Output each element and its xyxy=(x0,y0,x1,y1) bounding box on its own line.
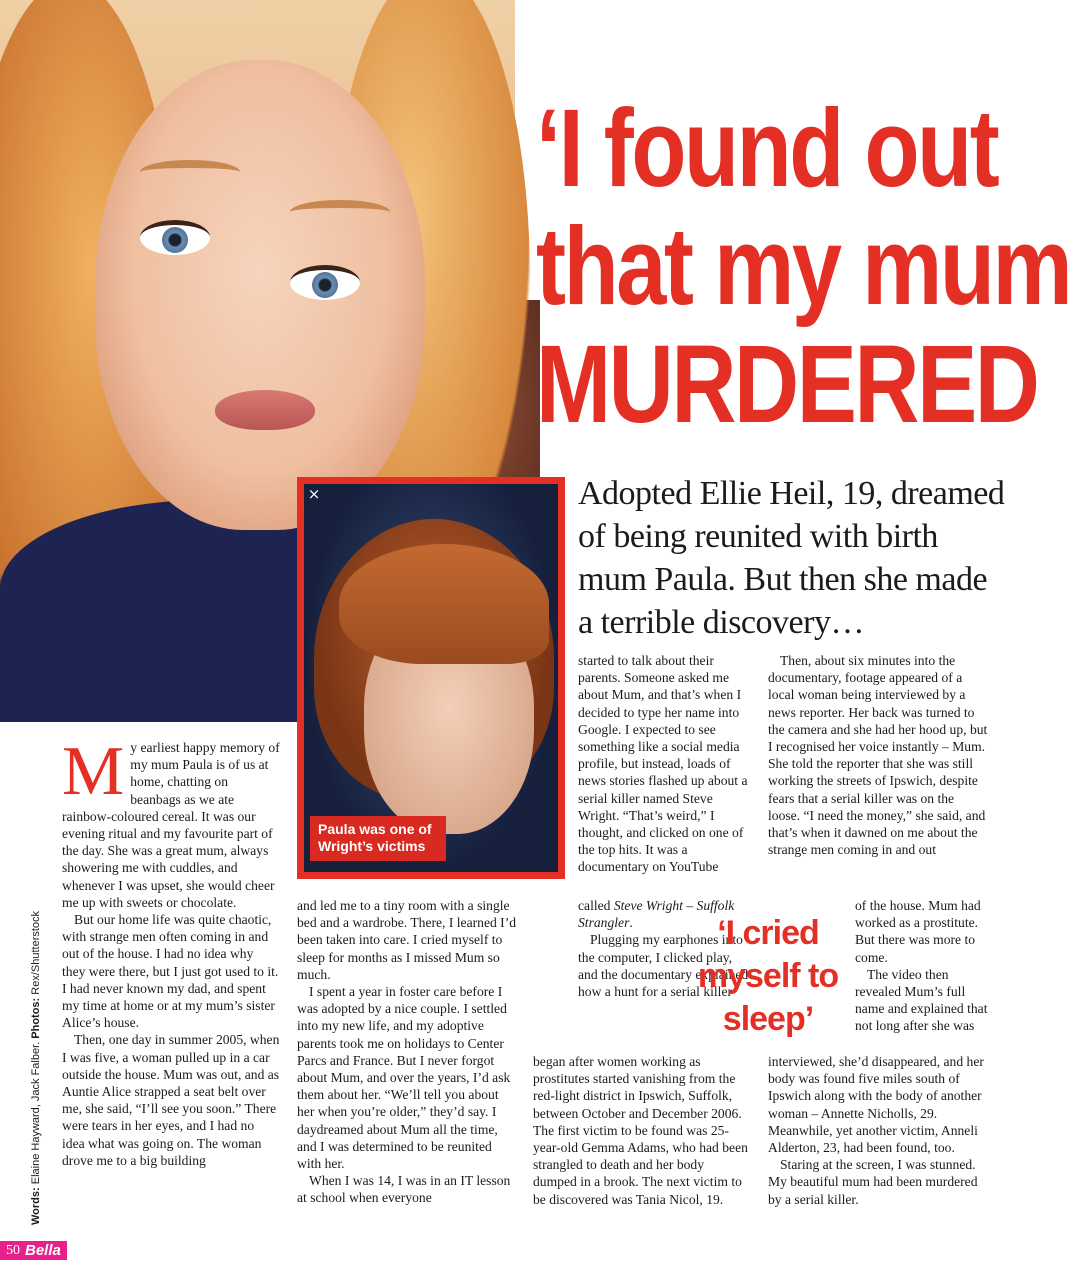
paragraph: But our home life was quite chaotic, with strange men often coming in and out of the house. I had no idea why they were there, but I just got used to it. I had never known my dad, and spent my time at home or at my mum’s sister Alice’s house. xyxy=(62,912,279,1031)
paragraph: The video then revealed Mum’s full name and explained that not long after she was xyxy=(855,966,988,1034)
paragraph: y earliest happy memory of my mum Paula is of us at home, chatting on beanbags as we ate rainbow-coloured cereal. It was our evening ritual and my favourite part of the day. She was a great mum, always showering me with cuddles, and whenever I was upset, she would cheer me up with sweets or chocolate. xyxy=(62,740,280,910)
close-icon[interactable]: × xyxy=(307,485,321,503)
page-number: 50 xyxy=(0,1241,23,1260)
documentary-title: Steve Wright – Suffolk Strangler xyxy=(578,898,735,931)
headline-line-2: that my mum xyxy=(536,205,1070,328)
headline-line-1: ‘I found out xyxy=(536,87,998,210)
credit-words: Elaine Hayward, Jack Falber. xyxy=(30,1038,42,1188)
photo-credit xyxy=(30,910,42,1225)
credit-photos: Rex/Shutterstock xyxy=(30,910,42,998)
paragraph: Then, about six minutes into the documentary, footage appeared of a local woman being interviewed by a news reporter. Her back was turned to the camera and she had her hood up, but I recognised her voice instantly – Mum. She told the reporter that she was still working the streets of Ipswich, despite fears that a serial killer was on the loose. “I need the money,” she said, and that’s when it dawned on me about the strange men coming in and out xyxy=(768,653,988,858)
text-run: called xyxy=(578,898,614,913)
magazine-name: Bella xyxy=(23,1241,67,1260)
body-column-1 xyxy=(62,733,280,1169)
body-column-3-bottom xyxy=(533,1053,751,1208)
paragraph: and led me to a tiny room with a single bed and a wardrobe. There, I learned I’d been taken into care. I cried myself to sleep for months as I missed Mum so much. xyxy=(297,898,517,982)
headline-line-3: MURDERED xyxy=(536,323,1038,446)
body-column-4-middle xyxy=(855,897,990,1035)
paragraph: interviewed, she’d disappeared, and her body was found five miles south of Ipswich along with the body of another woman – Annette Nicholls, 29. Meanwhile, yet another victim, Anneli Alderton, 23, had been found, too. xyxy=(768,1054,984,1156)
inset-photo-paula xyxy=(297,477,565,879)
body-column-4-top xyxy=(768,652,988,858)
page-folio xyxy=(0,1241,67,1260)
drop-cap: M xyxy=(62,733,125,810)
paragraph: Staring at the screen, I was stunned. My beautiful mum had been murdered by a serial killer. xyxy=(768,1157,978,1207)
text-run: . xyxy=(629,915,633,931)
paragraph: When I was 14, I was in an IT lesson at school when everyone xyxy=(297,1173,511,1206)
paragraph: Plugging my earphones into the computer, I clicked play, and the documentary explained how a hunt for a serial killer xyxy=(578,932,749,1000)
credit-photos-label: Photos: xyxy=(30,997,42,1039)
body-column-2 xyxy=(297,897,517,1207)
pull-quote: ‘I cried myself to sleep’ xyxy=(697,914,839,1038)
body-column-3-top xyxy=(578,652,750,876)
standfirst: Adopted Ellie Heil, 19, dreamed of being reunited with birth mum Paula. But then she made a terrible discovery… xyxy=(578,475,1005,641)
paragraph: began after women working as prostitutes started vanishing from the red-light district in Ipswich, Suffolk, between October and December 2006. The first victim to be found was 25-year-old Gemma Adams, who had been strangled to death and her body dumped in a brook. The next victim to be discovered was Tania Nicol, 19. xyxy=(533,1054,748,1207)
paragraph: I spent a year in foster care before I was adopted by a nice couple. I settled into my new life, and my adoptive parents took me on holidays to Center Parcs and France. But I never forgot about Mum, and over the years, I’d ask them about her. “We’ll tell you about her when you’re older,” they’d say. I daydreamed about Mum all the time, and I was determined to be reunited with her. xyxy=(297,984,511,1172)
paragraph: of the house. Mum had worked as a prostitute. But there was more to come. xyxy=(855,898,981,965)
credit-words-label: Words: xyxy=(30,1187,42,1225)
body-column-4-bottom xyxy=(768,1053,988,1208)
paragraph: started to talk about their parents. Someone asked me about Mum, and that’s when I decided to type her name into Google. I expected to see something like a social media profile, but instead, loads of news stories flashed up about a serial killer named Steve Wright. “That’s weird,” I thought, and clicked on one of the top hits. It was a documentary on YouTube xyxy=(578,653,748,875)
photo-caption: Paula was one of Wright’s victims xyxy=(310,816,446,861)
paragraph: Then, one day in summer 2005, when I was five, a woman pulled up in a car outside the house. Mum was out, and as Auntie Alice strapped a seat belt over me, she said, “I’ll see you soon.” There were tears in her eyes, and I had no idea what was going on. The woman drove me to a big building xyxy=(62,1032,280,1168)
headline xyxy=(536,87,1070,460)
